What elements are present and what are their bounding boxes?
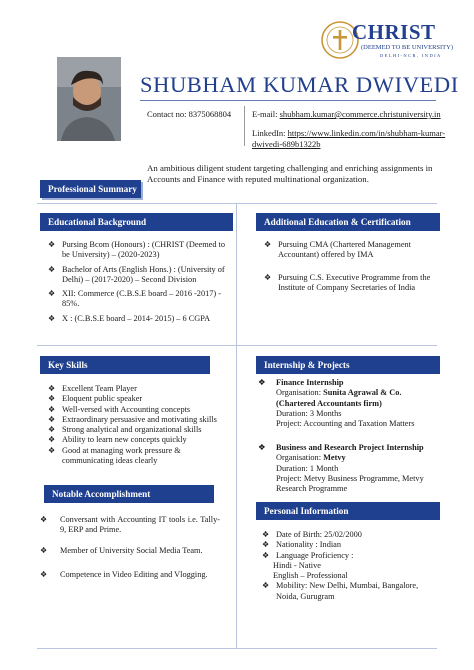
additional-item: ❖ Pursuing CMA (Chartered Management Accountant) offered by IMA <box>264 240 411 260</box>
logo-subtitle: (DEEMED TO BE UNIVERSITY) <box>361 44 454 51</box>
language-item: English – Professional <box>273 571 348 581</box>
contact-divider <box>244 106 245 146</box>
diamond-bullet-icon: ❖ <box>262 540 270 550</box>
diamond-bullet-icon: ❖ <box>48 289 56 299</box>
linkedin <box>252 128 452 150</box>
diamond-bullet-icon: ❖ <box>48 404 56 414</box>
diamond-bullet-icon: ❖ <box>264 240 272 249</box>
email-link[interactable]: shubham.kumar@commerce.christuniversity.in <box>279 109 441 119</box>
additional-heading: Additional Education & Certification <box>256 213 440 231</box>
frame-middle-line <box>37 345 437 346</box>
personal-list <box>262 530 442 602</box>
contact-value: 8375068804 <box>188 109 232 119</box>
personal-item: ❖ Nationality : Indian <box>262 540 341 550</box>
diamond-bullet-icon: ❖ <box>40 545 48 555</box>
skill-item: ❖ Excellent Team Player <box>48 384 137 393</box>
accomplishment-item: ❖ Conversant with Accounting IT tools i.e. Tally-9, ERP and Prime. <box>40 515 220 535</box>
linkedin-label: LinkedIn: <box>252 128 286 138</box>
contact-label: Contact no: <box>147 109 187 119</box>
diamond-bullet-icon: ❖ <box>258 443 266 452</box>
skill-item: ❖ Well-versed with Accounting concepts <box>48 404 191 414</box>
frame-center-line <box>236 203 237 648</box>
profile-photo <box>57 57 121 141</box>
skill-item: ❖ Extraordinary persuasive and motivating skills <box>48 414 217 424</box>
accomplishment-heading: Notable Accomplishment <box>44 485 214 503</box>
logo-locations: DELHI-NCR, INDIA <box>380 53 442 58</box>
frame-bottom-line <box>37 648 437 649</box>
accomplishment-item: ❖ Member of University Social Media Team. <box>40 545 203 555</box>
email-label: E-mail: <box>252 109 278 119</box>
additional-list <box>264 240 439 293</box>
personal-item: ❖ Date of Birth: 25/02/2000 <box>262 530 362 539</box>
email <box>252 109 441 119</box>
name-divider <box>140 100 436 101</box>
summary-heading: Professional Summary <box>40 180 141 198</box>
internship-entry-finance: ❖ Finance Internship Organisation: Sunita Agrawal & Co. (Chartered Accountants firm) Duration: 3 Months Project: Accounting and Taxation Matters <box>258 378 415 429</box>
education-item: ❖ Pursing Bcom (Honours) : (CHRIST (Deemed to be University) – (2020-2023) <box>48 240 226 260</box>
diamond-bullet-icon: ❖ <box>264 272 272 282</box>
summary-text: An ambitious diligent student targeting challenging and enriching assignments in Accounts and Finance with reputed multinational organization. <box>147 163 433 184</box>
diamond-bullet-icon: ❖ <box>258 378 266 387</box>
candidate-name: SHUBHAM KUMAR DWIVEDI <box>140 72 459 97</box>
internship-heading: Internship & Projects <box>256 356 440 374</box>
diamond-bullet-icon: ❖ <box>48 425 56 435</box>
education-heading: Educational Background <box>40 213 233 231</box>
accomplishment-item: ❖ Competence in Video Editing and Vlogging. <box>40 569 208 579</box>
education-item: ❖ Bachelor of Arts (English Hons.) : (University of Delhi) – (2017-2020) – Second Division <box>48 264 225 284</box>
diamond-bullet-icon: ❖ <box>40 515 48 524</box>
frame-top-line <box>37 203 437 204</box>
accomplishment-list <box>40 515 220 580</box>
personal-heading: Personal Information <box>256 502 440 520</box>
skill-item: ❖ Good at managing work pressure & communicating ideas clearly <box>48 445 181 466</box>
personal-item: ❖ Mobility: New Delhi, Mumbai, Bangalore, Noida, Gurugram <box>262 581 419 601</box>
contact-number <box>147 109 231 119</box>
skill-item: ❖ Strong analytical and organizational skills <box>48 425 202 435</box>
diamond-bullet-icon: ❖ <box>262 530 270 539</box>
linkedin-link[interactable]: https://www.linkedin.com/in/shubham-kumar-dwivedi-689b1322b <box>252 128 446 149</box>
diamond-bullet-icon: ❖ <box>48 445 56 455</box>
diamond-bullet-icon: ❖ <box>48 264 56 274</box>
diamond-bullet-icon: ❖ <box>48 240 56 249</box>
additional-item: ❖ Pursuing C.S. Executive Programme from the Institute of Company Secretaries of India <box>264 272 431 292</box>
diamond-bullet-icon: ❖ <box>48 384 56 393</box>
diamond-bullet-icon: ❖ <box>48 435 56 445</box>
skills-heading: Key Skills <box>40 356 210 374</box>
diamond-bullet-icon: ❖ <box>48 394 56 404</box>
education-item: ❖ XII: Commerce (C.B.S.E board – 2016 -2017) - 85%. <box>48 289 221 309</box>
education-list <box>48 240 228 324</box>
language-item: Hindi - Native <box>273 560 321 570</box>
skills-list <box>48 384 218 466</box>
diamond-bullet-icon: ❖ <box>262 550 270 560</box>
internship-entry-research: ❖ Business and Research Project Internship Organisation: Metvy Duration: 1 Month Project: Metvy Business Programme, Metvy Research Programme <box>258 443 424 494</box>
logo-name: CHRIST <box>352 20 436 44</box>
diamond-bullet-icon: ❖ <box>40 569 48 579</box>
diamond-bullet-icon: ❖ <box>262 581 270 591</box>
diamond-bullet-icon: ❖ <box>48 414 56 424</box>
skill-item: ❖ Eloquent public speaker <box>48 394 143 404</box>
education-item: ❖ X : (C.B.S.E board – 2014- 2015) – 6 CGPA <box>48 313 211 323</box>
skill-item: ❖ Ability to learn new concepts quickly <box>48 435 187 445</box>
personal-item: ❖ Language Proficiency : <box>262 550 354 560</box>
diamond-bullet-icon: ❖ <box>48 313 56 323</box>
